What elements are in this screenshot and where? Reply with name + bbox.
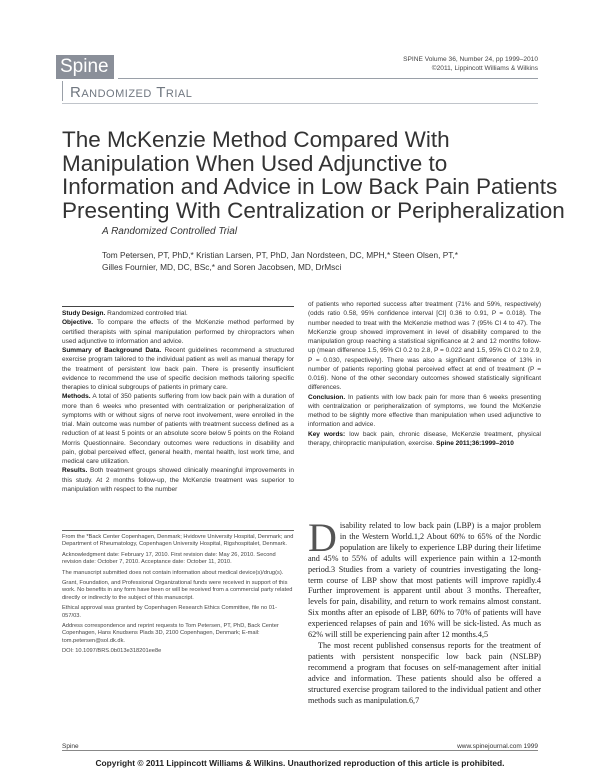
abstract-conclusion: Conclusion. In patients with low back pain for more than 6 weeks presenting with centralization or peripheralization of symptoms, we found the McKenzie method to be slightly more effective than manipulation when used adjunctive to information and advice. [308, 393, 542, 429]
abstract-results-cont: of patients who reported success after treatment (71% and 59%, respectively) (odds ratio 0.58, 95% confidence interval [CI] 0.36 to 0.91, P = 0.018). The number needed to treat with the McKenzie method was 7 (95% CI 4 to 47). The McKenzie group showed improvement in level of disability compared to the manipulation group reaching a statistical significance at 2 and 12 months follow-up (mean difference 1.5, 95% CI 0.2 to 2.8, P = 0.022 and 1.5, 95% CI 0.2 to 2.9, P = 0.030, respectively). There was also a significant difference of 13% in number of patients reporting global perceived effect at end of treatment (P = 0.016). None of the other secondary outcomes showed statistically significant differences. [308, 301, 542, 392]
author-list [102, 250, 522, 273]
title-line: Information and Advice in Low Back Pain Patients [62, 174, 558, 199]
footnote-affiliation: From the *Back Center Copenhagen, Denmark; Hvidovre University Hospital, Denmark; and Department of Rheumatology, Copenhagen University Hospital, Rigshospitalet, Denmark. [62, 534, 294, 548]
footnotes [62, 534, 294, 659]
abstract-keywords: Key words: low back pain, chronic disease, McKenzie treatment, physical therapy, chiropractic manipulation, exercise. Spine 2011;36:1999–2010 [308, 430, 541, 447]
section-divider [62, 103, 538, 104]
abstract-objective: Objective. To compare the effects of the McKenzie method performed by certified therapists with spinal manipulation performed by chiropractors when used adjunctive to information and advice. [62, 319, 294, 345]
section-marker [62, 81, 63, 101]
authors-line: Tom Petersen, PT, PhD,* Kristian Larsen, PT, PhD, Jan Nordsteen, DC, MPH,* Steen Olsen, PT,* [102, 250, 458, 260]
copyright-notice: Copyright © 2011 Lippincott Williams & Wilkins. Unauthorized reproduction of this article is prohibited. [95, 758, 505, 768]
footnote-correspondence: Address correspondence and reprint requests to Tom Petersen, PT, PhD, Back Center Copenhagen, Hans Knudsens Plads 3D, 2100 Copenhagen, Denmark; E-mail: tom.petersen@sol.dk.dk. [62, 623, 279, 644]
body-paragraph: Disability related to low back pain (LBP) is a major problem in the Western World.1,2 About 60% to 65% of the Nordic population are likely to experience LBP during their lifetime and 45% to 55% of adults will experience pain within a 12-month period.3 Studies from a variety of countries investigating the long-term course of LBP show that most patients will improve rapidly.4 Further improvement is apparent until about 3 months. Thereafter, levels for pain, disability, and return to work remains almost constant. Six months after an episode of LBP, 60% to 70% of patients will have experienced relapses of pain and 16% will be sick-listed. As much as 62% will still be experiencing pain after 12 months.4,5 [308, 515, 541, 640]
footer-journal: Spine [62, 743, 79, 750]
footnote-device: The manuscript submitted does not contain information about medical device(s)/drug(s). [62, 569, 284, 576]
footer-divider [62, 750, 538, 751]
abstract-results: Results. Both treatment groups showed clinically meaningful improvements in this study. At 2 months follow-up, the McKenzie treatment was superior to manipulation with respect to the number [62, 467, 294, 493]
section-heading: Randomized Trial [70, 84, 193, 101]
journal-info [403, 56, 538, 73]
footnote-funding: Grant, Foundation, and Professional Organizational funds were received in support of this work. No benefits in any form have been or will be received from a commercial party related directly or indirectly to the subject of this manuscript. [62, 580, 293, 601]
title-line: The McKenzie Method Compared With [62, 127, 450, 152]
footer-url-page: www.spinejournal.com 1999 [457, 743, 538, 750]
title-line: Manipulation When Used Adjunctive to [62, 150, 448, 176]
article-subtitle: A Randomized Controlled Trial [102, 226, 238, 237]
abstract-background: Summary of Background Data. Recent guidelines recommend a structured exercise program tailored to the individual patient as well as manual therapy for the treatment of persistent low back pain. There is presently insufficient evidence to recommend the use of specific decision methods tailoring specific therapies to clinical subgroups of patients in primary care. [62, 347, 294, 391]
footnote-divider [62, 530, 294, 531]
footnote-ethics: Ethical approval was granted by Copenhagen Research Ethics Committee, file no 01-057/03. [62, 605, 277, 619]
title-line: Presenting With Centralization or Peripheralization [62, 197, 565, 223]
body-paragraph: The most recent published consensus reports for the treatment of patients with persistent nonspecific low back pain (NSLBP) recommend a program that focuses on self-management after initial advice and information. These patients should also be offered a structured exercise program tailored to the individual patient and other methods such as manipulation.6,7 [308, 640, 541, 705]
citation: Spine 2011;36:1999–2010 [436, 439, 514, 447]
authors-line: Gilles Fournier, MD, DC, BSc,* and Soren Jacobsen, MD, DrMsci [102, 261, 342, 272]
header-divider [118, 78, 538, 79]
abstract-divider [62, 306, 294, 307]
footnote-dates: Acknowledgment date: February 17, 2010. First revision date: May 26, 2010. Second revision date: October 7, 2010. Acceptance date: October 11, 2010. [62, 551, 276, 566]
journal-logo: Spine [56, 55, 114, 79]
abstract-left-column [62, 309, 294, 494]
abstract-right-column [308, 300, 541, 448]
drop-cap: D [308, 515, 337, 560]
body-text [308, 515, 541, 706]
journal-copyright: ©2011, Lippincott Williams & Wilkins [431, 64, 538, 72]
abstract-study-design: Study Design. Randomized controlled trial. [62, 310, 188, 317]
abstract-methods: Methods. A total of 350 patients suffering from low back pain with a duration of more than 6 weeks who presented with centralization or peripheralization of symptoms with or without signs of nerve root involvement, were enrolled in the trial. Main outcome was number of patients with treatment success defined as a reduction of at least 5 points or an absolute score below 5 points on the Roland Morris Questionnaire. Secondary outcomes were reductions in disability and pain, global perceived effect, general health, mental health, lost work time, and medical care utilization. [62, 393, 294, 465]
footnote-doi: DOI: 10.1097/BRS.0b013e318201ee8e [62, 648, 162, 655]
article-title [62, 127, 565, 223]
journal-volume: SPINE Volume 36, Number 24, pp 1999–2010 [403, 56, 538, 63]
